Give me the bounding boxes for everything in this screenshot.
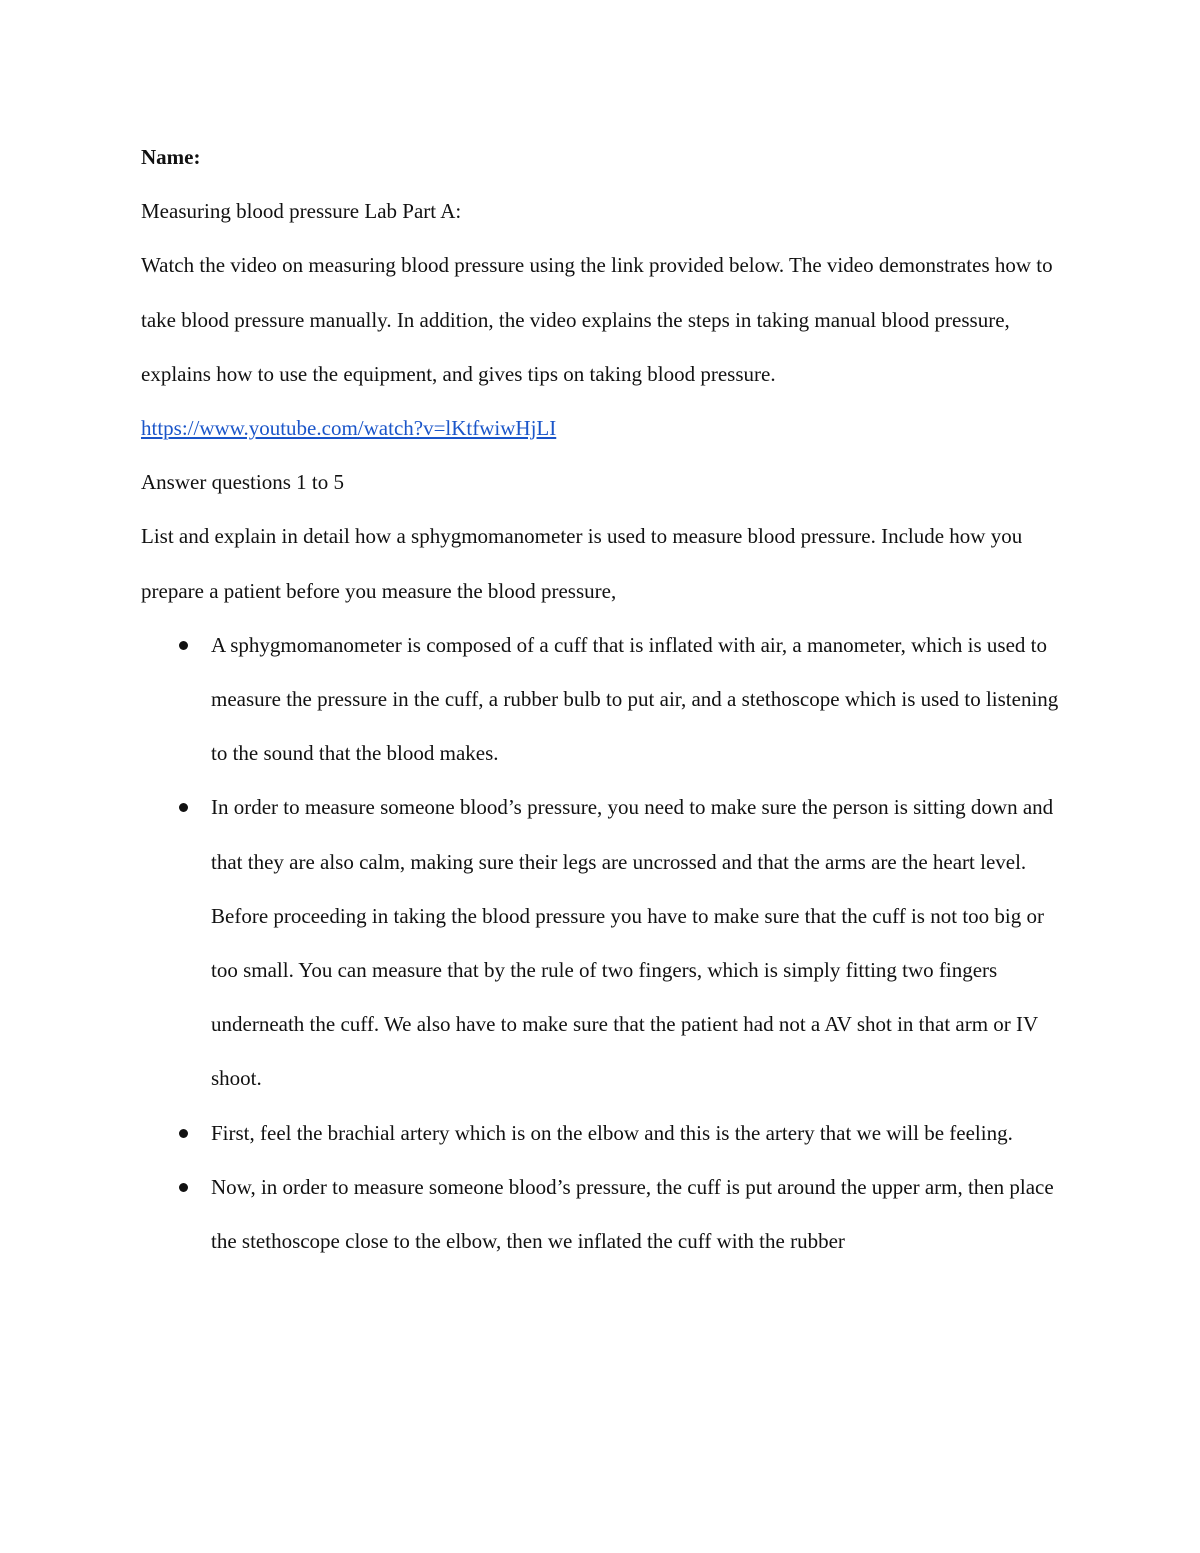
list-item <box>141 780 1066 1105</box>
lab-title: Measuring blood pressure Lab Part A: <box>141 199 462 224</box>
bullet-icon <box>179 803 188 812</box>
intro-paragraph: Watch the video on measuring blood pressure using the link provided below. The video demonstrates how to take blood pressure manually. In addition, the video explains the steps in taking manual blood pressure, explains how to use the equipment, and gives tips on taking blood pressure. <box>141 253 1053 386</box>
list-item-text: In order to measure someone blood’s pressure, you need to make sure the person is sitting down and that they are also calm, making sure their legs are uncrossed and that the arms are the heart level. Before proceeding in taking the blood pressure you have to make sure that the cuff is not too big or too small. You can measure that by the rule of two fingers, which is simply fitting two fingers underneath the cuff. We also have to make sure that the patient had not a AV shot in that arm or IV shoot. <box>211 795 1054 1091</box>
list-item-text: First, feel the brachial artery which is on the elbow and this is the artery that we will be feeling. <box>211 1120 1013 1145</box>
video-link[interactable]: https://www.youtube.com/watch?v=lKtfwiwHjLI <box>141 416 557 441</box>
document-body <box>141 130 1066 1268</box>
list-item <box>141 1160 1066 1268</box>
list-item <box>141 618 1066 781</box>
instruction-text: Answer questions 1 to 5 <box>141 470 344 495</box>
bullet-icon <box>179 1129 188 1138</box>
list-item <box>141 1106 1066 1160</box>
name-label: Name: <box>141 145 201 169</box>
question-text: List and explain in detail how a sphygmomanometer is used to measure blood pressure. Include how you prepare a patient before you measure the blood pressure, <box>141 524 1023 603</box>
bullet-icon <box>179 641 188 650</box>
list-item-text: A sphygmomanometer is composed of a cuff that is inflated with air, a manometer, which is used to measure the pressure in the cuff, a rubber bulb to put air, and a stethoscope which is used to listening to the sound that the blood makes. <box>211 632 1059 766</box>
bullet-icon <box>179 1183 188 1192</box>
list-item-text: Now, in order to measure someone blood’s pressure, the cuff is put around the upper arm, then place the stethoscope close to the elbow, then we inflated the cuff with the rubber <box>211 1174 1054 1254</box>
answer-bullet-list <box>141 618 1066 1268</box>
